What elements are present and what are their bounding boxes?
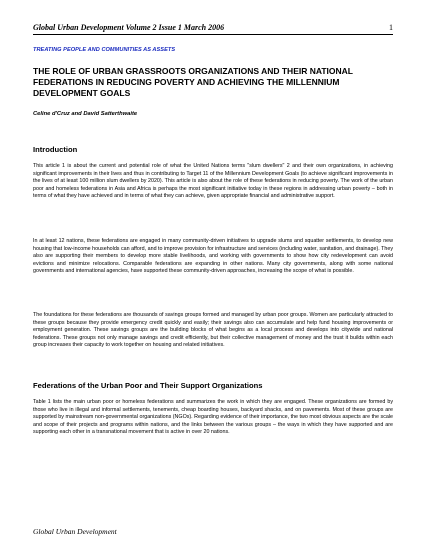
heading-introduction: Introduction: [33, 145, 78, 154]
running-header: [33, 23, 393, 33]
section-label: TREATING PEOPLE AND COMMUNITIES AS ASSETS: [33, 47, 176, 53]
paragraph-intro-2: In at least 12 nations, these federations are engaged in many community-driven initiatives to upgrade slums and squatter settlements, to develop new housing that low-income households can afford, and to improve provision for infrastructure and services (including water, sanitation, and drainage). They also are supporting their members to develop more stable livelihoods, and working with governments to show how city redevelopment can avoid evictions and minimize relocations. Comparable federations are expanding in other nations. Many city governments, along with some national governments and international agencies, have supported these community-driven approaches, increasing the scope of what is possible.: [33, 238, 393, 275]
heading-federations: Federations of the Urban Poor and Their Support Organizations: [33, 381, 263, 390]
journal-footer: Global Urban Development: [33, 527, 117, 536]
paragraph-federations-1: Table 1 lists the main urban poor or homeless federations and summarizes the work in which they are engaged. These organizations are formed by those who live in illegal and informal settlements, tenements, cheap boarding houses, backyard shacks, and on pavements. Most of these groups are supported by mainstream non-governmental organizations (NGOs). Regarding evidence of their importance, the two most obvious aspects are the scale and scope of their projects and programs within nations, and the links between the various groups – the ways in which they have supported and are supporting each other in a transnational movement that is active in over 20 nations.: [33, 399, 393, 436]
page-number: 1: [389, 23, 393, 32]
paragraph-intro-1: This article 1 is about the current and potential role of what the United Nations terms "slum dwellers" 2 and their own organizations, in achieving significant improvements in their lives and thus in contributing to Target 11 of the Millennium Development Goals (to achieve significant improvements in the lives of at least 100 million slum dwellers by 2020). This article is also about the role of these federations in reducing poverty. The work of the urban poor and homeless federations in Asia and Africa is perhaps the most significant initiative today in these regions in addressing urban poverty – both in terms of what they have achieved and in terms of what they can achieve, given appropriate financial and administrative support.: [33, 163, 393, 200]
header-rule: [33, 34, 393, 35]
paragraph-intro-3: The foundations for these federations are thousands of savings groups formed and managed by urban poor groups. Women are particularly attracted to these groups because they provide emergency credit quickly and easily; their savings also can accumulate and help fund housing improvements or employment generation. These savings groups are the building blocks of what begins as a local process and develops into citywide and national federations. These groups not only manage savings and credit efficiently, but their collective management of money and the trust it builds within each group increases their capacity to work together on housing and related initiatives.: [33, 312, 393, 349]
article-authors: Celine d'Cruz and David Satterthwaite: [33, 111, 138, 117]
running-title: Global Urban Development Volume 2 Issue 1 March 2006: [33, 23, 225, 32]
article-title: THE ROLE OF URBAN GRASSROOTS ORGANIZATIONS AND THEIR NATIONAL FEDERATIONS IN REDUCING POVERTY AND ACHIEVING THE MILLENNIUM DEVELOPMENT GOALS: [33, 66, 353, 98]
